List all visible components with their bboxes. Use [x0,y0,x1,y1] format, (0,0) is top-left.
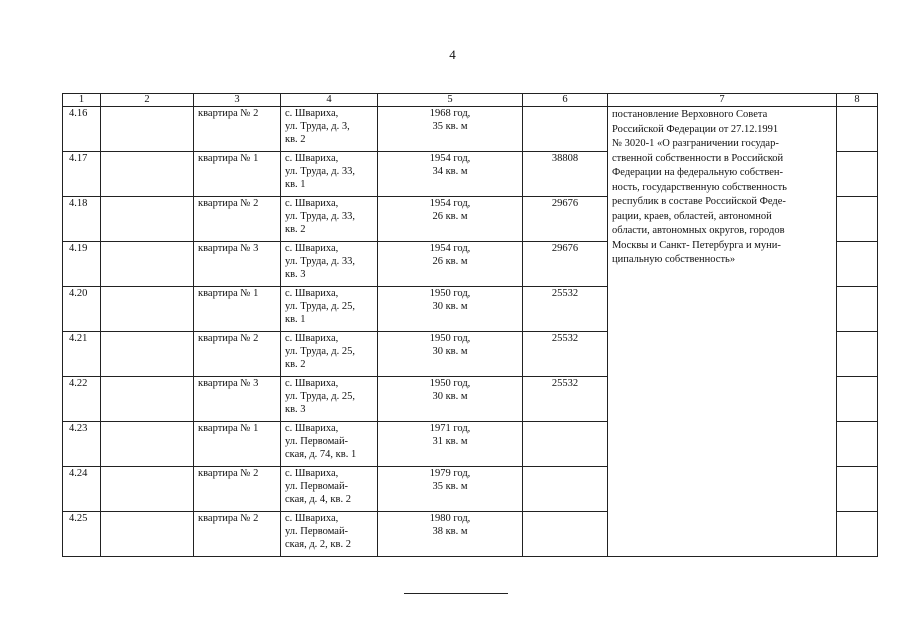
column-8-cell [837,287,878,332]
cell-line: 26 кв. м [432,256,468,267]
cell-line: кв. 1 [285,314,306,325]
cell-line: ул. Труда, д. 25, [285,346,355,357]
column-8-cell [837,152,878,197]
cell-line: ул. Труда, д. 33, [285,256,355,267]
column-2-cell [101,512,194,557]
cell-line: ская, д. 2, кв. 2 [285,539,351,550]
cell-line: Федерации на федеральную собствен- [612,167,783,178]
cell-line: с. Швариха, [285,153,339,164]
cell-line: 1950 год, [429,333,471,344]
row-number: 4.20 [63,287,101,332]
row-number: 4.22 [63,377,101,422]
column-header-4: 4 [281,94,378,107]
column-2-cell [101,287,194,332]
cell-line: с. Швариха, [285,198,339,209]
cell-line: 31 кв. м [432,436,468,447]
cell-line: 34 кв. м [432,166,468,177]
legal-basis [608,107,837,557]
property-address [281,467,378,512]
cell-line: ципальную собственность» [612,254,736,265]
cell-line: кв. 1 [285,179,306,190]
column-2-cell [101,467,194,512]
column-8-cell [837,197,878,242]
column-header-7: 7 [608,94,837,107]
property-type: квартира № 2 [194,197,281,242]
property-address [281,377,378,422]
cell-line: постановление Верховного Совета [612,109,768,120]
cell-line: 30 кв. м [432,346,468,357]
year-area [378,512,523,557]
row-number: 4.24 [63,467,101,512]
property-address [281,197,378,242]
row-number: 4.21 [63,332,101,377]
cell-line: ул. Первомай- [285,436,349,447]
cell-line: 1950 год, [429,288,471,299]
cell-line: 35 кв. м [432,121,468,132]
cell-line: с. Швариха, [285,333,339,344]
cell-line: ул. Труда, д. 25, [285,391,355,402]
year-area [378,242,523,287]
value-cell [523,422,608,467]
property-type: квартира № 2 [194,332,281,377]
year-area [378,197,523,242]
cell-line: 1980 год, [429,513,471,524]
table-body [63,107,878,557]
cell-line: 30 кв. м [432,391,468,402]
cell-line: кв. 2 [285,134,306,145]
row-number: 4.25 [63,512,101,557]
year-area [378,287,523,332]
cell-line: кв. 3 [285,404,306,415]
value-cell: 38808 [523,152,608,197]
cell-line: с. Швариха, [285,108,339,119]
property-address [281,512,378,557]
value-cell [523,467,608,512]
property-type: квартира № 1 [194,152,281,197]
column-header-5: 5 [378,94,523,107]
column-header-6: 6 [523,94,608,107]
cell-line: кв. 2 [285,224,306,235]
property-address [281,332,378,377]
row-number: 4.17 [63,152,101,197]
cell-line: ность, государственную собственность [612,181,787,193]
table-row [63,107,878,152]
value-cell [523,512,608,557]
cell-line: с. Швариха, [285,423,339,434]
year-area [378,467,523,512]
cell-line: № 3020-1 «О разграничении государ- [612,138,779,149]
property-type: квартира № 3 [194,242,281,287]
cell-line: 38 кв. м [432,526,468,537]
cell-line: ственной собственности в Российской [612,152,784,164]
column-2-cell [101,377,194,422]
cell-line: 1954 год, [429,198,471,209]
row-number: 4.23 [63,422,101,467]
cell-line: ская, д. 4, кв. 2 [285,494,351,505]
column-2-cell [101,152,194,197]
property-type: квартира № 3 [194,377,281,422]
cell-line: 1954 год, [429,243,471,254]
cell-line: с. Швариха, [285,243,339,254]
cell-line: ул. Труда, д. 33, [285,211,355,222]
cell-line: области, автономных округов, городов [612,225,785,236]
cell-line: Российской Федерации от 27.12.1991 [612,123,779,135]
row-number: 4.18 [63,197,101,242]
cell-line: ская, д. 74, кв. 1 [285,449,357,460]
property-address [281,422,378,467]
column-8-cell [837,422,878,467]
table-header-row [63,94,878,107]
column-header-1: 1 [63,94,101,107]
value-cell: 29676 [523,242,608,287]
row-number: 4.19 [63,242,101,287]
cell-line: с. Швариха, [285,513,339,524]
property-type: квартира № 2 [194,107,281,152]
year-area [378,377,523,422]
cell-line: ул. Первомай- [285,526,349,537]
year-area [378,107,523,152]
column-8-cell [837,377,878,422]
column-2-cell [101,197,194,242]
column-8-cell [837,512,878,557]
year-area [378,152,523,197]
value-cell: 25532 [523,287,608,332]
column-2-cell [101,422,194,467]
cell-line: 1971 год, [429,423,471,434]
cell-line: ул. Труда, д. 33, [285,166,355,177]
cell-line: кв. 3 [285,269,306,280]
year-area [378,422,523,467]
value-cell: 29676 [523,197,608,242]
value-cell: 25532 [523,377,608,422]
column-8-cell [837,242,878,287]
property-address [281,242,378,287]
property-type: квартира № 2 [194,512,281,557]
column-8-cell [837,332,878,377]
column-8-cell [837,107,878,152]
column-2-cell [101,332,194,377]
cell-line: 30 кв. м [432,301,468,312]
cell-line: 1950 год, [429,378,471,389]
cell-line: 1968 год, [429,108,471,119]
cell-line: ул. Труда, д. 3, [285,121,350,132]
year-area [378,332,523,377]
column-8-cell [837,467,878,512]
cell-line: с. Швариха, [285,468,339,479]
cell-line: с. Швариха, [285,288,339,299]
cell-line: рации, краев, областей, автономной [612,210,772,222]
column-header-3: 3 [194,94,281,107]
row-number: 4.16 [63,107,101,152]
property-address [281,287,378,332]
property-address [281,152,378,197]
property-type: квартира № 1 [194,422,281,467]
column-2-cell [101,242,194,287]
property-type: квартира № 1 [194,287,281,332]
value-cell [523,107,608,152]
cell-line: Москвы и Санкт- Петербурга и муни- [612,239,781,251]
cell-line: с. Швариха, [285,378,339,389]
cell-line: 1954 год, [429,153,471,164]
cell-line: республик в составе Российской Феде- [612,196,786,207]
cell-line: ул. Первомай- [285,481,349,492]
property-address [281,107,378,152]
column-header-2: 2 [101,94,194,107]
cell-line: 35 кв. м [432,481,468,492]
property-type: квартира № 2 [194,467,281,512]
column-2-cell [101,107,194,152]
column-header-8: 8 [837,94,878,107]
property-table [62,93,878,557]
cell-line: 1979 год, [429,468,471,479]
value-cell: 25532 [523,332,608,377]
cell-line: ул. Труда, д. 25, [285,301,355,312]
page-number: 4 [449,47,456,62]
cell-line: кв. 2 [285,359,306,370]
cell-line: 26 кв. м [432,211,468,222]
footer-rule [404,593,508,594]
